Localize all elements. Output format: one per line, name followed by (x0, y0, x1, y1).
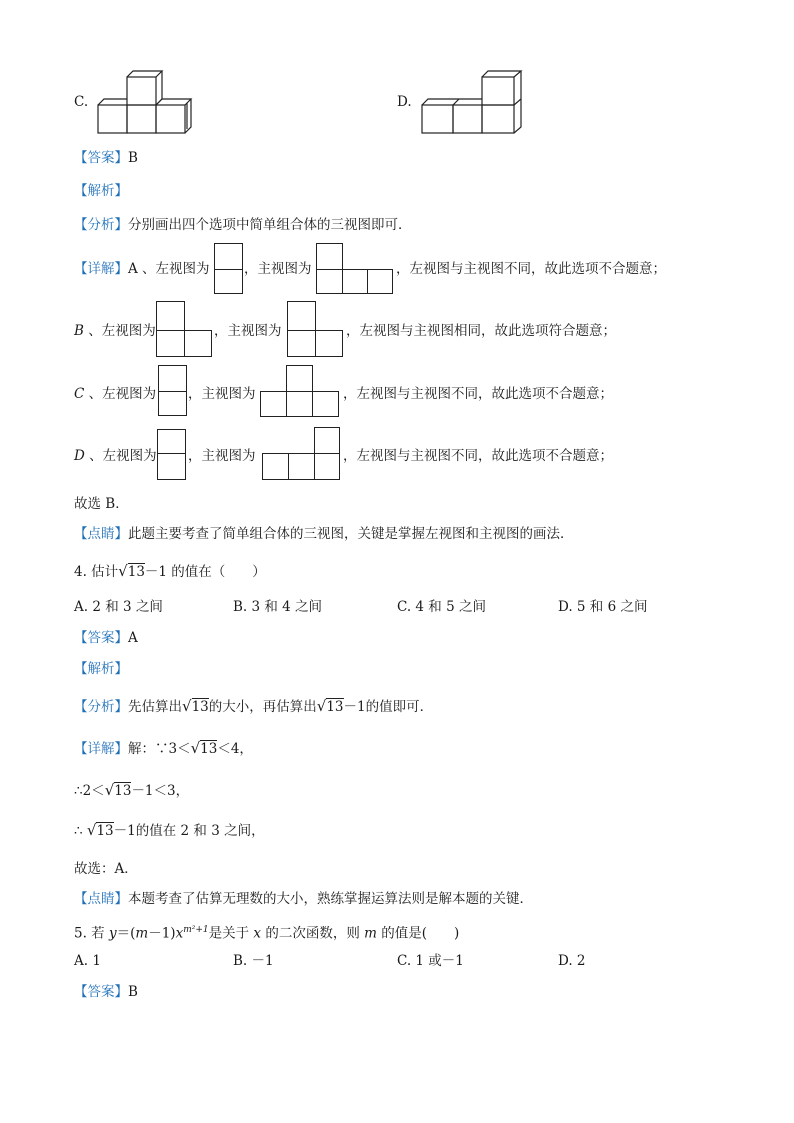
fenxi-text: 分别画出四个选项中简单组合体的三视图即可． (128, 217, 412, 233)
q4-step3: ∴ √13－1的值在 2 和 3 之间， (74, 821, 265, 839)
d-front-view-b2 (288, 453, 315, 480)
q5-option-a: A. 1 (74, 953, 101, 969)
q3-fenxi-line (74, 215, 412, 235)
sqrt-13: √13 (86, 821, 114, 839)
a-left-view-top (214, 243, 243, 270)
answer-tag: 【答案】 (74, 630, 128, 646)
dianjing-text: 本题考查了估算无理数的大小，熟练掌握运算法则是解本题的关键． (128, 891, 533, 907)
q5-answer-line (74, 982, 138, 1002)
b-front-view-top (287, 301, 316, 331)
q4-dianjing-line (74, 889, 533, 909)
sqrt-13: √13 (118, 562, 145, 580)
q4-step1: 【详解】解：∵3＜√13＜4， (74, 739, 253, 757)
d-front-view-b3 (314, 453, 340, 480)
q4-step2: ∴2＜√13－1＜3， (74, 781, 190, 799)
d-left-view-bottom (157, 453, 186, 480)
c-front-view-top (286, 365, 313, 392)
answer-value: A (128, 630, 138, 646)
q4-stem: 4. 估计√13－1 的值在（ ） (74, 562, 266, 580)
a-front-view-top (316, 243, 343, 270)
a-front-view-b1 (316, 269, 343, 294)
q3-row-a: 【详解】A 、左视图为 (74, 261, 210, 277)
c-front-view-b1 (260, 391, 287, 417)
q3-dianjing-line (74, 524, 574, 544)
sqrt-13: √13 (104, 781, 132, 799)
answer-value: B (128, 150, 138, 166)
option-d-label: D. (397, 94, 412, 110)
fenxi-tag: 【分析】 (74, 699, 128, 715)
b-front-view-b1 (287, 330, 316, 357)
q4-conclusion: 故选：A． (74, 861, 138, 877)
q4-option-d: D. 5 和 6 之间 (558, 599, 648, 615)
option-c-figure (96, 68, 196, 136)
q3-answer-line (74, 148, 138, 168)
b-left-view-b1 (156, 330, 185, 357)
a-front-view-b3 (367, 269, 393, 294)
xiangjie-tag: 【详解】 (74, 261, 128, 277)
row-letter: C (74, 386, 85, 402)
dianjing-text: 此题主要考查了简单组合体的三视图，关键是掌握左视图和主视图的画法． (128, 526, 574, 542)
fenxi-tag: 【分析】 (74, 217, 128, 233)
b-left-view-b2 (184, 330, 212, 357)
q4-option-b: B. 3 和 4 之间 (233, 599, 323, 615)
q3-row-c: C 、左视图为 (74, 386, 157, 402)
answer-tag: 【答案】 (74, 150, 128, 166)
c-left-view-bottom (158, 391, 187, 416)
option-d-figure (420, 68, 530, 136)
q4-option-c: C. 4 和 5 之间 (397, 599, 486, 615)
sqrt-13: √13 (316, 697, 344, 715)
row-letter: D (74, 448, 85, 464)
b-left-view-top (156, 301, 185, 331)
c-front-view-b2 (286, 391, 313, 417)
dianjing-tag: 【点睛】 (74, 526, 128, 542)
d-front-view-top (314, 427, 340, 454)
jiexi-tag: 【解析】 (74, 183, 128, 199)
q5-option-b: B. －1 (233, 953, 274, 969)
sqrt-13: √13 (182, 697, 209, 715)
q4-option-a: A. 2 和 3 之间 (74, 599, 163, 615)
d-left-view-top (157, 429, 186, 454)
answer-value: B (128, 984, 138, 1000)
q4-jiexi-line (74, 659, 128, 679)
exponent: m²+1 (183, 925, 209, 935)
q4-answer-line (74, 628, 138, 648)
q3-row-b: B 、左视图为 (74, 323, 156, 339)
q3-jiexi-line (74, 181, 128, 201)
c-left-view-top (158, 365, 187, 392)
q3-conclusion: 故选 B． (74, 496, 129, 512)
option-c-label: C. (74, 94, 89, 110)
dianjing-tag: 【点睛】 (74, 891, 128, 907)
c-front-view-b3 (312, 391, 339, 417)
d-front-view-b1 (262, 453, 289, 480)
a-front-view-b2 (342, 269, 368, 294)
sqrt-13: √13 (190, 739, 218, 757)
q5-option-c: C. 1 或－1 (397, 953, 464, 969)
q3-row-d: D 、左视图为 (74, 448, 157, 464)
q4-fenxi-line: 【分析】先估算出√13的大小，再估算出√13－1的值即可． (74, 697, 434, 715)
q5-stem: 5. 若 $y=(m-1)x^{m^2+1}$是关于 x 的二次函数，则 m 的值是( ) (74, 925, 460, 942)
q5-option-d: D. 2 (558, 953, 586, 969)
answer-tag: 【答案】 (74, 984, 128, 1000)
row-letter: A (128, 261, 138, 277)
b-front-view-b2 (315, 330, 343, 357)
a-left-view-bottom (214, 269, 243, 294)
jiexi-tag: 【解析】 (74, 661, 128, 677)
xiangjie-tag: 【详解】 (74, 741, 128, 757)
row-letter: B (74, 323, 84, 339)
